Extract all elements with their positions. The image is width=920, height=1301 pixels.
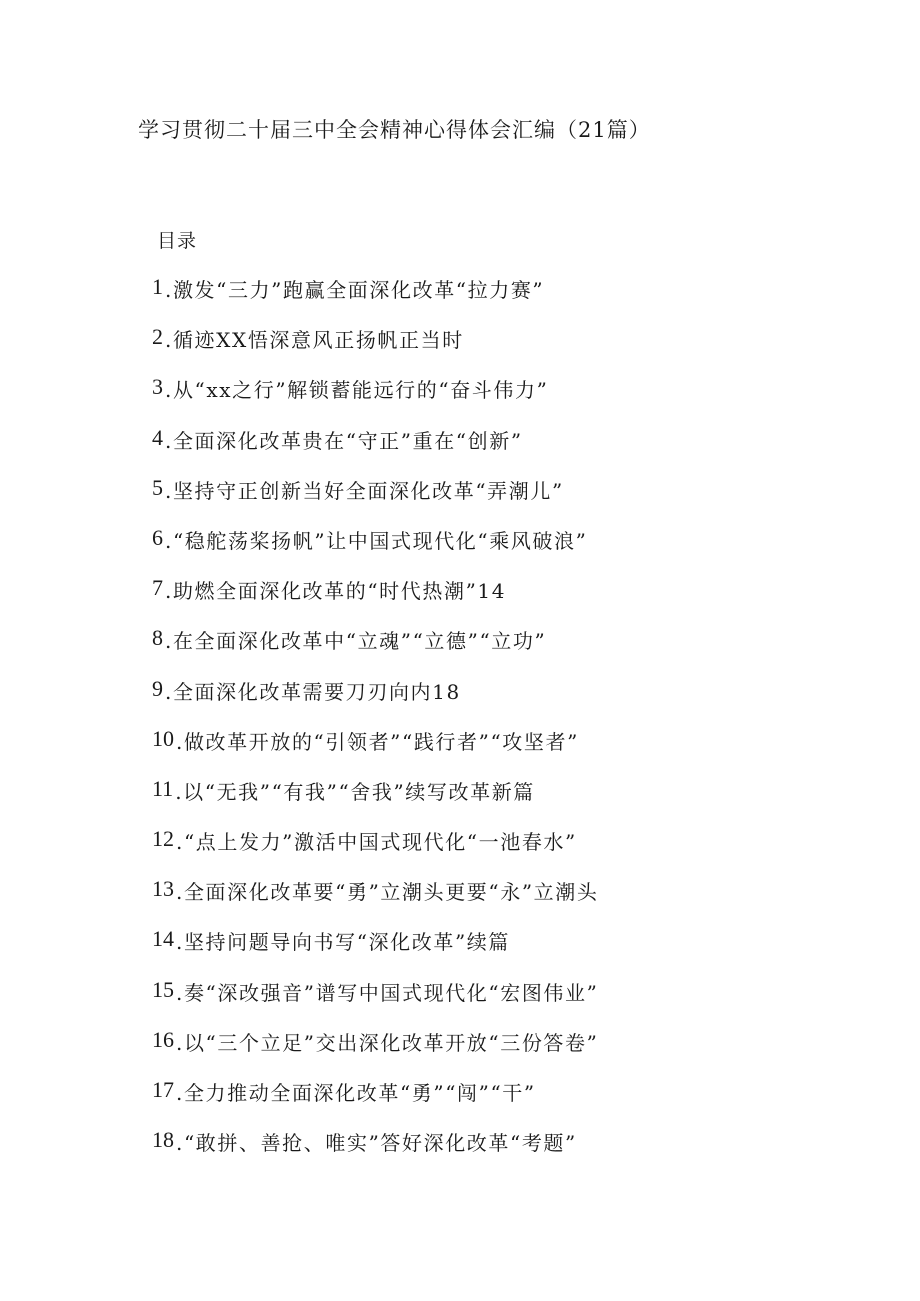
toc-item-title: .做改革开放的“引领者”“践行者”“攻坚者” (176, 729, 579, 754)
toc-item-title: .全面深化改革要“勇”立潮头更要“永”立潮头 (176, 880, 599, 905)
toc-item-number: 4 (152, 424, 163, 450)
toc-item-title: .“稳舵荡桨扬帆”让中国式现代化“乘风破浪” (165, 528, 588, 553)
toc-item (152, 876, 598, 926)
toc-item-number: 8 (152, 625, 163, 651)
document-title: 学习贯彻二十届三中全会精神心得体会汇编（21篇） (138, 118, 651, 142)
toc-item-number: 14 (152, 926, 174, 952)
toc-item (152, 625, 598, 675)
toc-item (152, 374, 598, 424)
toc-item (152, 977, 598, 1027)
toc-item (152, 425, 598, 475)
toc-item-number: 2 (152, 324, 163, 350)
toc-item (152, 525, 598, 575)
toc-item-number: 17 (152, 1077, 174, 1102)
toc-item (152, 324, 598, 374)
toc-item-title: .坚持问题导向书写“深化改革”续篇 (176, 930, 511, 955)
toc-item-number: 12 (152, 826, 174, 852)
toc-item (152, 274, 598, 324)
toc-item-title: .奏“深改强音”谱写中国式现代化“宏图伟业” (176, 980, 599, 1005)
toc-item-title: .“敢拼、善抢、唯实”答好深化改革“考题” (176, 1131, 577, 1156)
toc-item-title: .在全面深化改革中“立魂”“立德”“立功” (165, 629, 547, 654)
toc-item-title: .循迹XX悟深意风正扬帆正当时 (165, 328, 464, 353)
toc-item-number: 3 (152, 374, 163, 400)
toc-item-title: .“点上发力”激活中国式现代化“一池春水” (176, 830, 577, 855)
toc-item-number: 6 (152, 524, 163, 550)
toc-item-title: .从“xx之行”解锁蓄能远行的“奋斗伟力” (165, 378, 549, 403)
toc-item (152, 1127, 598, 1177)
toc-item-number: 11 (152, 775, 174, 801)
toc-item-number: 18 (152, 1127, 174, 1153)
toc-item (152, 575, 598, 625)
toc-item-number: 9 (152, 675, 163, 701)
toc-item-number: 15 (152, 976, 174, 1002)
toc-item (152, 1027, 598, 1077)
toc-item-title: .全面深化改革需要刀刃向内18 (165, 679, 461, 704)
toc-item (152, 726, 598, 776)
toc-item (152, 475, 598, 525)
toc-item-number: 5 (152, 474, 163, 500)
toc-item-number: 10 (152, 725, 174, 751)
toc-item-number: 13 (152, 876, 174, 902)
toc-item-title: .助燃全面深化改革的“时代热潮”14 (165, 579, 507, 604)
toc-item-title: .全面深化改革贵在“守正”重在“创新” (165, 428, 523, 453)
toc-item (152, 1077, 598, 1127)
toc-item-title: .全力推动全面深化改革“勇”“闯”“干” (176, 1081, 536, 1105)
toc-item-number: 7 (152, 575, 163, 601)
toc-heading: 目录 (157, 230, 198, 252)
toc-item-title: .以“无我”“有我”“舍我”续写改革新篇 (175, 779, 535, 804)
toc-item-title: .坚持守正创新当好全面深化改革“弄潮儿” (165, 478, 564, 503)
toc-item (152, 926, 598, 976)
toc-item-title: .以“三个立足”交出深化改革开放“三份答卷” (176, 1030, 599, 1055)
toc-item-title: .激发“三力”跑赢全面深化改革“拉力赛” (165, 278, 545, 302)
toc-item (152, 776, 598, 826)
toc-item-number: 16 (152, 1026, 174, 1052)
table-of-contents (152, 274, 598, 1177)
toc-item-number: 1 (152, 274, 163, 299)
toc-item (152, 826, 598, 876)
toc-item (152, 676, 598, 726)
